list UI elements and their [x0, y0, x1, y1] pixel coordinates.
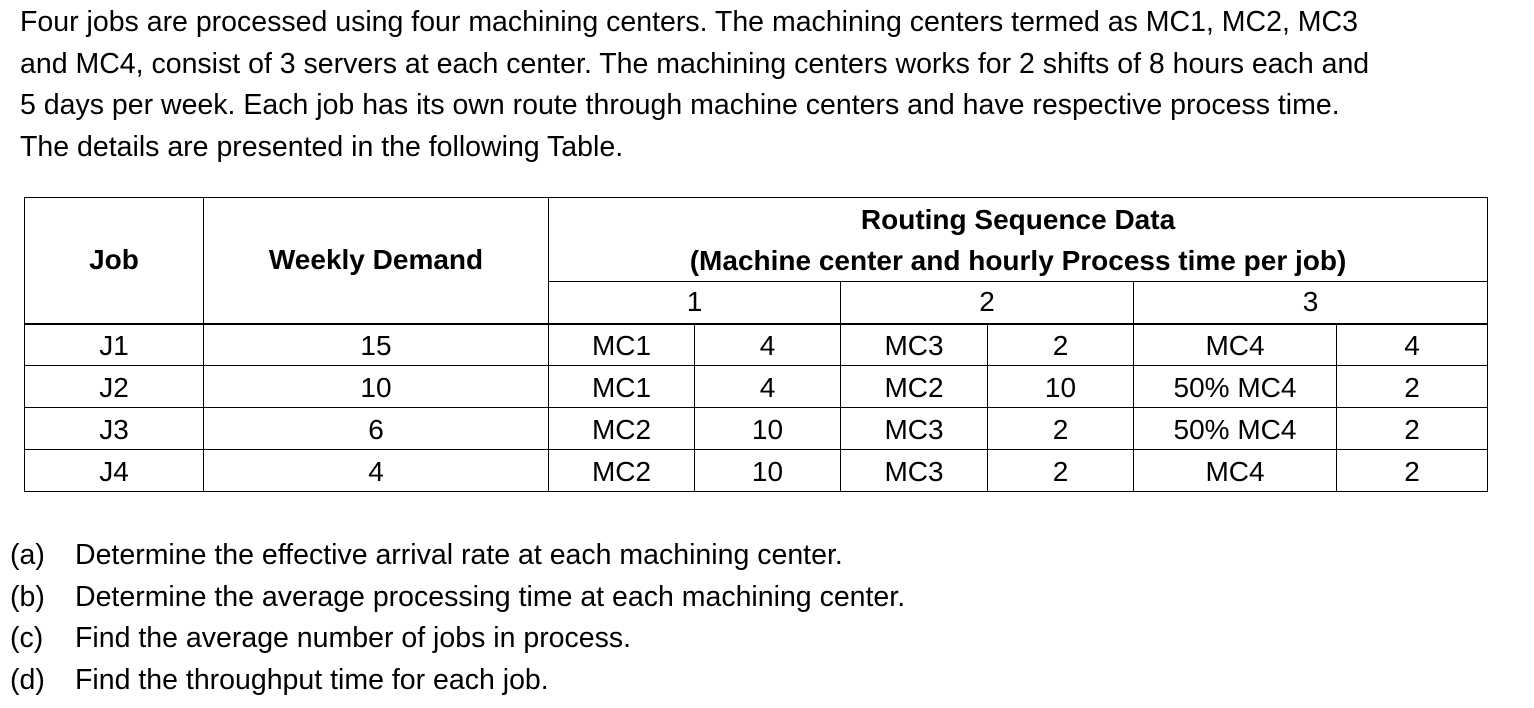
question-item	[10, 660, 905, 702]
process-time-cell: 2	[1337, 366, 1488, 408]
table-row	[25, 450, 1488, 492]
table-row	[25, 366, 1488, 408]
question-text: Determine the effective arrival rate at each machining center.	[75, 539, 843, 571]
intro-line: and MC4, consist of 3 servers at each center. The machining centers works for 2 shifts of 8 hours each and	[20, 47, 1370, 80]
demand-cell: 15	[204, 324, 549, 366]
routing-sequence-header	[549, 198, 1488, 282]
weekly-demand-header: Weekly Demand	[204, 198, 549, 324]
process-time-cell: 2	[1337, 408, 1488, 450]
step-header: 2	[841, 282, 1134, 324]
process-time-cell: 2	[988, 450, 1134, 492]
question-letter: (d)	[10, 663, 45, 696]
machine-center-cell: MC4	[1134, 324, 1337, 366]
routing-subtitle: (Machine center and hourly Process time per job)	[689, 244, 1347, 276]
job-cell: J1	[25, 324, 204, 366]
machine-center-cell: MC3	[841, 450, 988, 492]
routing-title: Routing Sequence Data	[860, 203, 1176, 235]
process-time-cell: 4	[1337, 324, 1488, 366]
process-time-cell: 10	[988, 366, 1134, 408]
job-cell: J4	[25, 450, 204, 492]
routing-table	[24, 197, 1488, 492]
question-letter: (a)	[10, 539, 45, 571]
question-letter: (c)	[10, 622, 44, 654]
machine-center-cell: MC1	[549, 324, 695, 366]
machine-center-cell: 50% MC4	[1134, 408, 1337, 450]
job-header: Job	[25, 198, 204, 324]
step-header: 3	[1134, 282, 1488, 324]
table-row	[25, 324, 1488, 366]
question-text: Find the average number of jobs in process.	[75, 622, 632, 654]
machine-center-cell: MC4	[1134, 450, 1337, 492]
question-item	[10, 577, 905, 619]
question-item	[10, 618, 905, 660]
job-cell: J2	[25, 366, 204, 408]
demand-cell: 10	[204, 366, 549, 408]
machine-center-cell: MC2	[841, 366, 988, 408]
question-item	[10, 535, 905, 577]
process-time-cell: 2	[1337, 450, 1488, 492]
process-time-cell: 10	[695, 408, 841, 450]
process-time-cell: 4	[695, 324, 841, 366]
table-row	[25, 408, 1488, 450]
intro-paragraph	[20, 2, 1520, 168]
machine-center-cell: MC2	[549, 408, 695, 450]
demand-cell: 4	[204, 450, 549, 492]
process-time-cell: 10	[695, 450, 841, 492]
step-header: 1	[549, 282, 841, 324]
machine-center-cell: MC3	[841, 408, 988, 450]
machine-center-cell: MC2	[549, 450, 695, 492]
question-letter: (b)	[10, 580, 45, 613]
job-cell: J3	[25, 408, 204, 450]
process-time-cell: 4	[695, 366, 841, 408]
process-time-cell: 2	[988, 324, 1134, 366]
intro-line: Four jobs are processed using four machining centers. The machining centers termed as MC1, MC2, MC3	[20, 6, 1358, 38]
machine-center-cell: MC1	[549, 366, 695, 408]
intro-line: The details are presented in the following Table.	[20, 130, 624, 163]
demand-cell: 6	[204, 408, 549, 450]
question-list	[10, 535, 905, 701]
process-time-cell: 2	[988, 408, 1134, 450]
question-text: Determine the average processing time at each machining center.	[75, 580, 906, 613]
intro-line: 5 days per week. Each job has its own route through machine centers and have respective process time.	[20, 89, 1340, 121]
machine-center-cell: MC3	[841, 324, 988, 366]
table-header-row	[25, 198, 1488, 282]
question-text: Find the throughput time for each job.	[75, 663, 549, 696]
machine-center-cell: 50% MC4	[1134, 366, 1337, 408]
